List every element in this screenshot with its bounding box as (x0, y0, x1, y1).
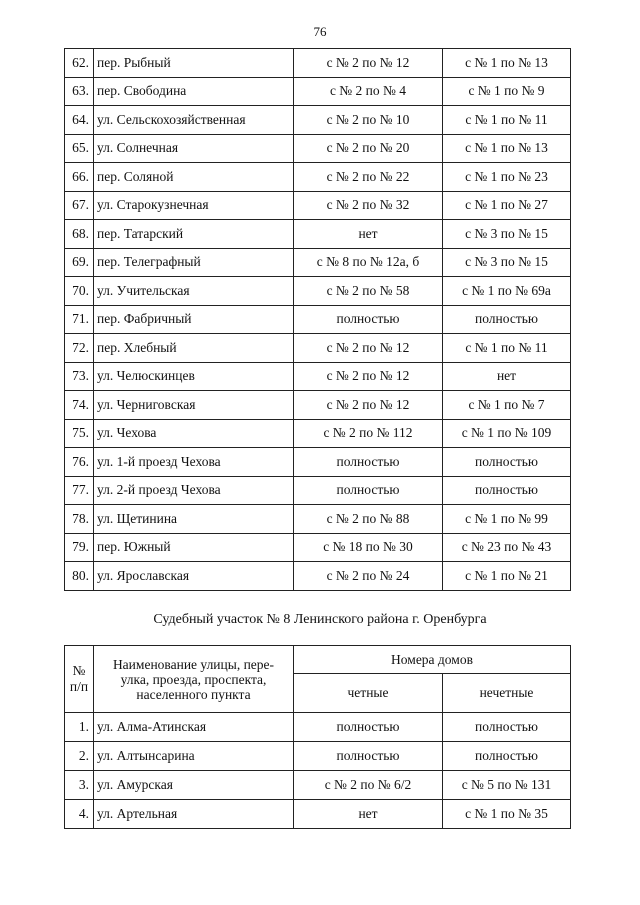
even-houses-cell: с № 8 по № 12а, б (294, 248, 443, 277)
row-number-cell: 63. (65, 77, 94, 106)
court-district-8-table-body (65, 713, 571, 829)
even-houses-cell: с № 2 по № 32 (294, 191, 443, 220)
table-header (65, 646, 571, 713)
row-number-cell: 67. (65, 191, 94, 220)
table-row (65, 771, 571, 800)
table-row (65, 448, 571, 477)
header-number-column (65, 646, 94, 713)
table-row (65, 49, 571, 78)
street-name-cell: ул. Ярославская (94, 562, 294, 591)
odd-houses-cell: полностью (443, 742, 571, 771)
even-houses-cell: полностью (294, 742, 443, 771)
street-name-cell: ул. Артельная (94, 800, 294, 829)
street-name-cell: пер. Телеграфный (94, 248, 294, 277)
even-houses-cell: с № 2 по № 58 (294, 277, 443, 306)
odd-houses-cell: с № 1 по № 23 (443, 163, 571, 192)
table-row (65, 163, 571, 192)
street-name-cell: ул. Алма-Атинская (94, 713, 294, 742)
odd-houses-cell: полностью (443, 305, 571, 334)
row-number-cell: 68. (65, 220, 94, 249)
row-number-cell: 1. (65, 713, 94, 742)
odd-houses-cell: с № 1 по № 109 (443, 419, 571, 448)
street-name-cell: пер. Рыбный (94, 49, 294, 78)
table-row (65, 419, 571, 448)
table-row (65, 391, 571, 420)
row-number-cell: 79. (65, 533, 94, 562)
header-even-column: четные (294, 674, 443, 713)
row-number-cell: 71. (65, 305, 94, 334)
even-houses-cell: с № 2 по № 22 (294, 163, 443, 192)
table-row (65, 134, 571, 163)
table-row (65, 742, 571, 771)
table-row (65, 713, 571, 742)
odd-houses-cell: с № 5 по № 131 (443, 771, 571, 800)
table-row (65, 334, 571, 363)
table-row (65, 191, 571, 220)
street-name-cell: ул. Черниговская (94, 391, 294, 420)
odd-houses-cell: полностью (443, 713, 571, 742)
row-number-cell: 70. (65, 277, 94, 306)
odd-houses-cell: с № 1 по № 69а (443, 277, 571, 306)
odd-houses-cell: с № 1 по № 13 (443, 49, 571, 78)
table-row (65, 248, 571, 277)
street-name-cell: пер. Соляной (94, 163, 294, 192)
even-houses-cell: с № 2 по № 12 (294, 49, 443, 78)
street-name-cell: ул. Сельскохозяйственная (94, 106, 294, 135)
odd-houses-cell: с № 1 по № 11 (443, 106, 571, 135)
odd-houses-cell: с № 1 по № 99 (443, 505, 571, 534)
odd-houses-cell: с № 1 по № 7 (443, 391, 571, 420)
street-name-cell: ул. Челюскинцев (94, 362, 294, 391)
table-row (65, 305, 571, 334)
odd-houses-cell: с № 23 по № 43 (443, 533, 571, 562)
street-name-cell: ул. 1-й проезд Чехова (94, 448, 294, 477)
odd-houses-cell: с № 1 по № 27 (443, 191, 571, 220)
row-number-cell: 4. (65, 800, 94, 829)
odd-houses-cell: с № 1 по № 21 (443, 562, 571, 591)
odd-houses-cell: с № 1 по № 35 (443, 800, 571, 829)
even-houses-cell: с № 2 по № 6/2 (294, 771, 443, 800)
even-houses-cell: с № 18 по № 30 (294, 533, 443, 562)
even-houses-cell: нет (294, 220, 443, 249)
row-number-cell: 65. (65, 134, 94, 163)
page-number: 76 (313, 24, 327, 39)
table-row (65, 220, 571, 249)
even-houses-cell: с № 2 по № 20 (294, 134, 443, 163)
header-street-name-column (94, 646, 294, 713)
row-number-cell: 80. (65, 562, 94, 591)
header-house-numbers: Номера домов (294, 646, 571, 674)
row-number-cell: 76. (65, 448, 94, 477)
row-number-cell: 72. (65, 334, 94, 363)
street-name-cell: ул. Алтынсарина (94, 742, 294, 771)
table-row (65, 476, 571, 505)
odd-houses-cell: с № 3 по № 15 (443, 220, 571, 249)
odd-houses-cell: с № 1 по № 9 (443, 77, 571, 106)
street-name-cell: пер. Южный (94, 533, 294, 562)
even-houses-cell: с № 2 по № 12 (294, 362, 443, 391)
table-row (65, 277, 571, 306)
row-number-cell: 64. (65, 106, 94, 135)
even-houses-cell: полностью (294, 305, 443, 334)
odd-houses-cell: с № 3 по № 15 (443, 248, 571, 277)
even-houses-cell: нет (294, 800, 443, 829)
street-name-cell: ул. Чехова (94, 419, 294, 448)
even-houses-cell: с № 2 по № 88 (294, 505, 443, 534)
even-houses-cell: с № 2 по № 112 (294, 419, 443, 448)
even-houses-cell: полностью (294, 448, 443, 477)
court-district-8-table (64, 645, 571, 829)
row-number-cell: 74. (65, 391, 94, 420)
table-row (65, 533, 571, 562)
row-number-cell: 77. (65, 476, 94, 505)
street-name-cell: пер. Фабричный (94, 305, 294, 334)
row-number-cell: 2. (65, 742, 94, 771)
header-street-name-line: населенного пункта (136, 686, 251, 702)
row-number-cell: 66. (65, 163, 94, 192)
even-houses-cell: полностью (294, 713, 443, 742)
odd-houses-cell: нет (443, 362, 571, 391)
header-street-name-line: улка, проезда, проспекта, (120, 671, 267, 687)
street-name-cell: ул. Солнечная (94, 134, 294, 163)
header-number-line: № (72, 663, 86, 678)
street-name-cell: ул. Амурская (94, 771, 294, 800)
table-row (65, 505, 571, 534)
table-row (65, 562, 571, 591)
row-number-cell: 3. (65, 771, 94, 800)
row-number-cell: 69. (65, 248, 94, 277)
header-odd-column: нечетные (443, 674, 571, 713)
odd-houses-cell: с № 1 по № 13 (443, 134, 571, 163)
odd-houses-cell: с № 1 по № 11 (443, 334, 571, 363)
row-number-cell: 75. (65, 419, 94, 448)
street-name-cell: ул. Щетинина (94, 505, 294, 534)
odd-houses-cell: полностью (443, 476, 571, 505)
even-houses-cell: с № 2 по № 12 (294, 334, 443, 363)
street-name-cell: ул. Старокузнечная (94, 191, 294, 220)
even-houses-cell: с № 2 по № 4 (294, 77, 443, 106)
header-street-name-line: Наименование улицы, пере- (112, 656, 275, 672)
header-number-line: п/п (69, 679, 89, 694)
even-houses-cell: полностью (294, 476, 443, 505)
row-number-cell: 78. (65, 505, 94, 534)
street-name-cell: ул. 2-й проезд Чехова (94, 476, 294, 505)
street-name-cell: пер. Татарский (94, 220, 294, 249)
table-row (65, 106, 571, 135)
street-name-cell: ул. Учительская (94, 277, 294, 306)
row-number-cell: 73. (65, 362, 94, 391)
street-name-cell: пер. Хлебный (94, 334, 294, 363)
streets-table-continued (64, 48, 571, 591)
table-row (65, 800, 571, 829)
table-row (65, 77, 571, 106)
table-row (65, 362, 571, 391)
odd-houses-cell: полностью (443, 448, 571, 477)
even-houses-cell: с № 2 по № 10 (294, 106, 443, 135)
streets-table-body (65, 49, 571, 591)
street-name-cell: пер. Свободина (94, 77, 294, 106)
row-number-cell: 62. (65, 49, 94, 78)
section-title: Судебный участок № 8 Ленинского района г. Оренбурга (153, 612, 487, 627)
even-houses-cell: с № 2 по № 24 (294, 562, 443, 591)
even-houses-cell: с № 2 по № 12 (294, 391, 443, 420)
